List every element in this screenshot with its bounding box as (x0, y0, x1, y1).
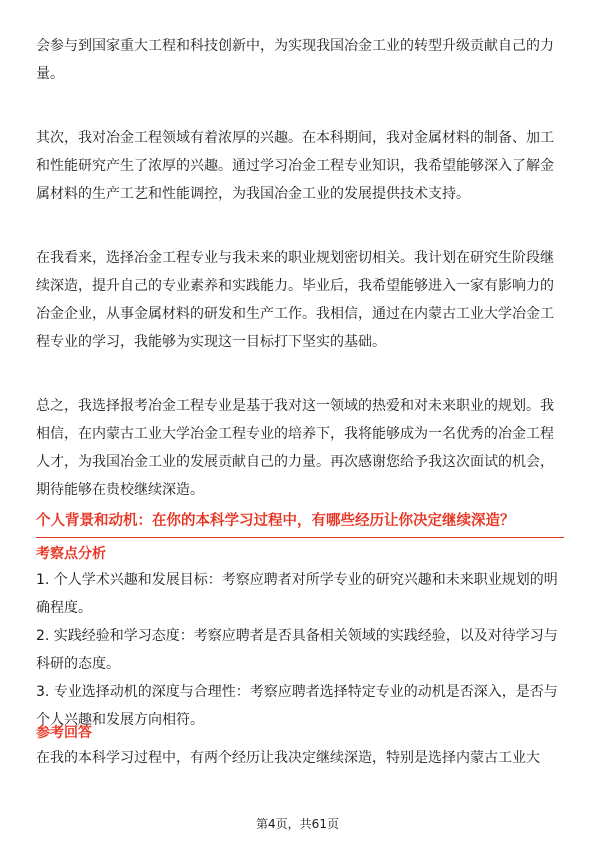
question-divider (36, 537, 564, 538)
analysis-item: 3. 专业选择动机的深度与合理性：考察应聘者选择特定专业的动机是否深入，是否与个人兴趣和发展方向相符。 (36, 684, 558, 728)
answer-heading: 参考回答 (36, 725, 92, 741)
analysis-item: 1. 个人学术兴趣和发展目标：考察应聘者对所学专业的研究兴趣和未来职业规划的明确程度。 (36, 572, 558, 616)
question-heading: 个人背景和动机：在你的本科学习过程中，有哪些经历让你决定继续深造？ (36, 513, 515, 529)
answer-text: 在我的本科学习过程中，有两个经历让我决定继续深造，特别是选择内蒙古工业大 (36, 750, 540, 766)
analysis-heading: 考察点分析 (36, 546, 106, 562)
answer-section (36, 744, 564, 772)
analysis-item: 2. 实践经验和学习态度：考察应聘者是否具备相关领域的实践经验，以及对待学习与科研的态度。 (36, 628, 558, 672)
paragraph: 会参与到国家重大工程和科技创新中，为实现我国冶金工业的转型升级贡献自己的力量。 (36, 38, 554, 82)
analysis-list (36, 566, 564, 734)
body-text (36, 32, 564, 540)
page-number: 第4页，共61页 (256, 817, 339, 831)
paragraph: 在我看来，选择冶金工程专业与我未来的职业规划密切相关。我计划在研究生阶段继续深造，提升自己的专业素养和实践能力。毕业后，我希望能够进入一家有影响力的冶金企业，从事金属材料的研发和生产工作。我相信，通过在内蒙古工业大学冶金工程专业的学习，我能够为实现这一目标打下坚实的基础。 (36, 250, 554, 350)
paragraph: 其次，我对冶金工程领域有着浓厚的兴趣。在本科期间，我对金属材料的制备、加工和性能研究产生了浓厚的兴趣。通过学习冶金工程专业知识，我希望能够深入了解金属材料的生产工艺和性能调控，为我国冶金工业的发展提供技术支持。 (36, 130, 554, 202)
paragraph: 总之，我选择报考冶金工程专业是基于我对这一领域的热爱和对未来职业的规划。我相信，在内蒙古工业大学冶金工程专业的培养下，我将能够成为一名优秀的冶金工程人才，为我国冶金工业的发展贡献自己的力量。再次感谢您给予我这次面试的机会，期待能够在贵校继续深造。 (36, 398, 554, 498)
